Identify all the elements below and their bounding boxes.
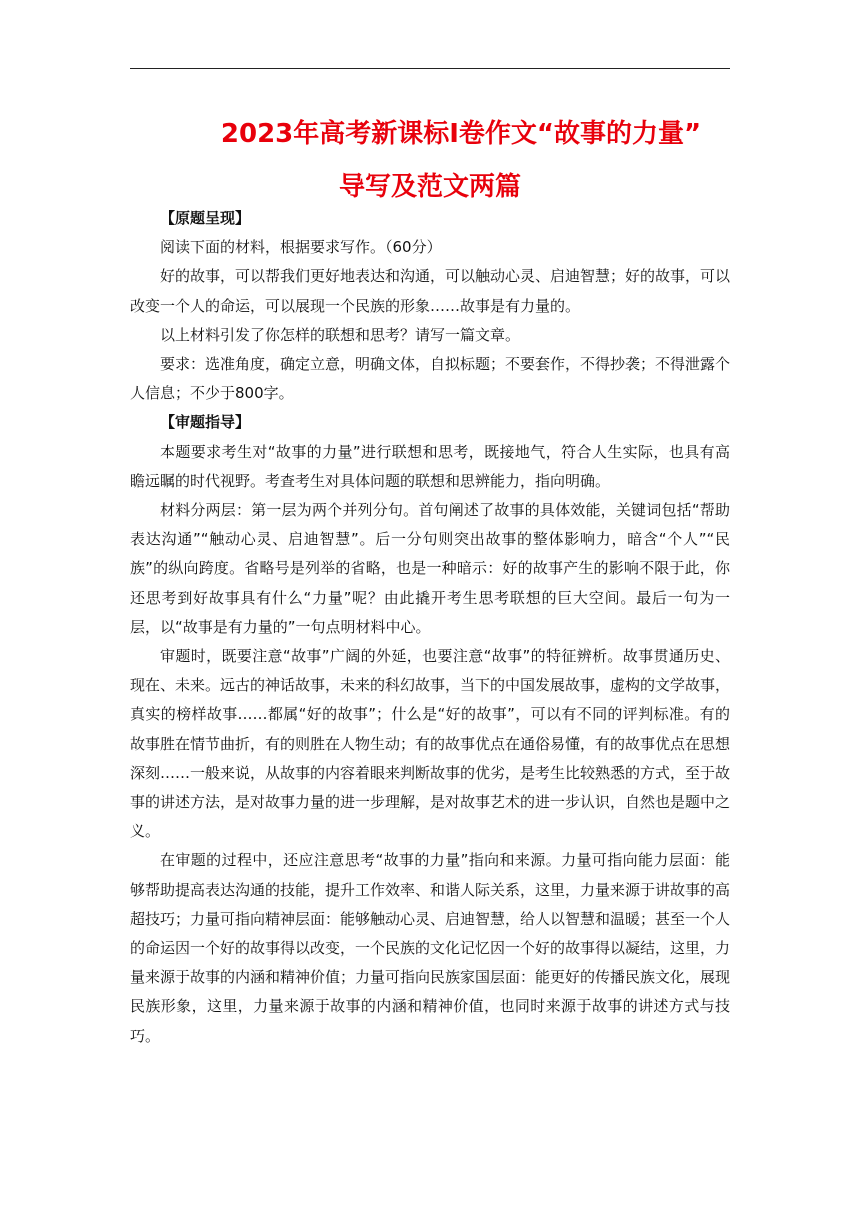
title-line-2: 导写及范文两篇 — [338, 172, 521, 202]
section-heading: 【原题呈现】 — [160, 209, 251, 227]
paragraph: 在审题的过程中，还应注意思考“故事的力量”指向和来源。力量可指向能力层面：能够帮助提高表达沟通的技能，提升工作效率、和谐人际关系，这里，力量来源于讲故事的高超技巧；力量可指向精神层面：能够触动心灵、启迪智慧，给人以智慧和温暖；甚至一个人的命运因一个好的故事得以改变，一个民族的文化记忆因一个好的故事得以凝结，这里，力量来源于故事的内涵和精神价值；力量可指向民族家国层面：能更好的传播民族文化，展现民族形象，这里，力量来源于故事的内涵和精神价值，也同时来源于故事的讲述方式与技巧。 — [130, 851, 731, 1045]
paragraph: 阅读下面的材料，根据要求写作。（60分） — [160, 238, 442, 257]
paragraph: 好的故事，可以帮我们更好地表达和沟通，可以触动心灵、启迪智慧；好的故事，可以改变一个人的命运，可以展现一个民族的形象……故事是有力量的。 — [130, 267, 731, 315]
document-title — [130, 108, 730, 214]
section-heading: 【审题指导】 — [160, 413, 251, 432]
document-body — [130, 204, 730, 1051]
header-rule — [130, 68, 730, 69]
section-original-question — [130, 204, 730, 408]
section-topic-guidance — [130, 408, 730, 1050]
paragraph: 以上材料引发了你怎样的联想和思考？请写一篇文章。 — [160, 325, 521, 344]
title-line-1: 2023年高考新课标Ⅰ卷作文“故事的力量” — [220, 119, 702, 149]
paragraph: 要求：选准角度，确定立意，明确文体，自拟标题；不要套作，不得抄袭；不得泄露个人信息；不少于800字。 — [130, 355, 731, 403]
paragraph: 本题要求考生对“故事的力量”进行联想和思考，既接地气，符合人生实际，也具有高瞻远瞩的时代视野。考查考生对具体问题的联想和思辨能力，指向明确。 — [130, 442, 730, 490]
paragraph: 材料分两层：第一层为两个并列分句。首句阐述了故事的具体效能，关键词包括“帮助表达沟通”“触动心灵、启迪智慧”。后一分句则突出故事的整体影响力，暗含“个人”“民族”的纵向跨度。省略号是列举的省略，也是一种暗示：好的故事产生的影响不限于此，你还思考到好故事具有什么“力量”呢？由此撬开考生思考联想的巨大空间。最后一句为一层，以“故事是有力量的”一句点明材料中心。 — [130, 501, 730, 636]
paragraph: 审题时，既要注意“故事”广阔的外延，也要注意“故事”的特征辨析。故事贯通历史、现在、未来。远古的神话故事，未来的科幻故事，当下的中国发展故事，虚构的文学故事，真实的榜样故事……都属“好的故事”；什么是“好的故事”，可以有不同的评判标准。有的故事胜在情节曲折，有的则胜在人物生动；有的故事优点在通俗易懂，有的故事优点在思想深刻……一般来说，从故事的内容着眼来判断故事的优劣，是考生比较熟悉的方式，至于故事的讲述方法，是对故事力量的进一步理解，是对故事艺术的进一步认识，自然也是题中之义。 — [130, 647, 731, 841]
